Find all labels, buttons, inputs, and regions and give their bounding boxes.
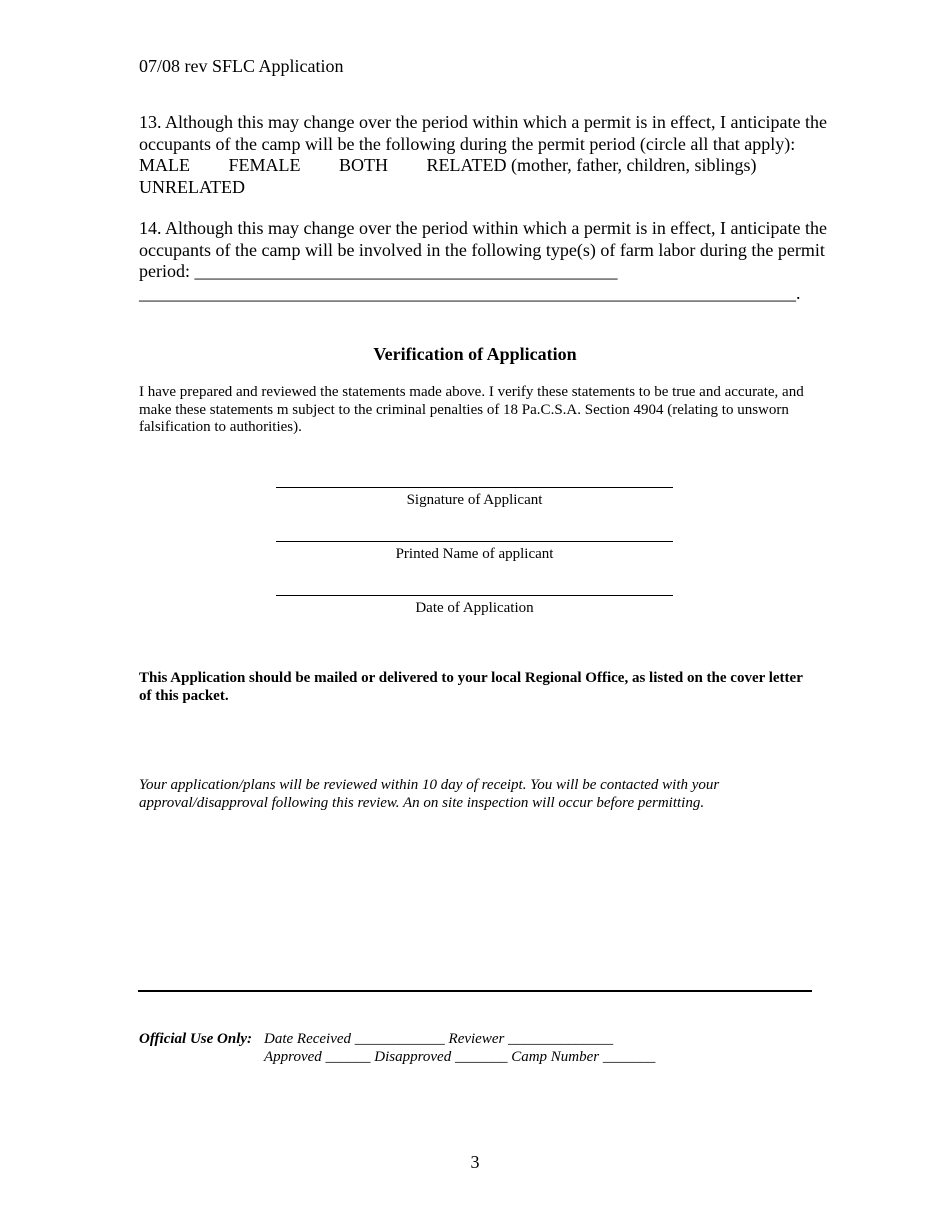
date-label: Date of Application xyxy=(415,600,534,616)
official-use-label: Official Use Only: xyxy=(139,1031,253,1047)
signature-label: Signature of Applicant xyxy=(406,492,543,508)
question-14 xyxy=(139,218,829,304)
official-use-section xyxy=(139,1030,655,1066)
question-13 xyxy=(139,112,829,198)
printed-name-field[interactable] xyxy=(276,541,673,563)
option-both: BOTH xyxy=(339,155,388,175)
date-line xyxy=(276,595,673,596)
verification-title: Verification of Application xyxy=(373,344,577,364)
option-related: RELATED (mother, father, children, siblings) xyxy=(426,155,757,175)
date-field[interactable] xyxy=(276,595,673,617)
printed-name-label: Printed Name of applicant xyxy=(395,546,554,562)
farm-labor-blank-continued[interactable]: _________________________________________________________________________. xyxy=(139,282,801,303)
official-use-line-2: Approved ______ Disapproved _______ Camp Number _______ xyxy=(264,1049,656,1065)
printed-name-line xyxy=(276,541,673,542)
option-unrelated: UNRELATED xyxy=(139,176,245,197)
signature-field[interactable] xyxy=(276,487,673,509)
question-14-text: 14. Although this may change over the period within which a permit is in effect, I anticipate the occupants of the camp will be involved in the following type(s) of farm labor during the permit period: xyxy=(139,218,827,281)
option-female: FEMALE xyxy=(228,155,301,175)
page-header: 07/08 rev SFLC Application xyxy=(139,56,344,76)
mail-notice: This Application should be mailed or delivered to your local Regional Office, as listed on the cover letter of this packet. xyxy=(139,670,803,704)
signature-line xyxy=(276,487,673,488)
farm-labor-blank[interactable]: _______________________________________________ xyxy=(194,261,618,281)
verification-statement: I have prepared and reviewed the statements made above. I verify these statements to be true and accurate, and make these statements m subject to the criminal penalties of 18 Pa.C.S.A. Section 4904 (relating to unsworn falsification to authorities). xyxy=(139,384,804,435)
review-notice: Your application/plans will be reviewed within 10 day of receipt. You will be contacted with your approval/disapproval following this review. An on site inspection will occur before permitting. xyxy=(139,777,720,811)
question-13-text: 13. Although this may change over the period within which a permit is in effect, I anticipate the occupants of the camp will be the following during the permit period (circle all that apply): xyxy=(139,112,827,154)
divider xyxy=(138,990,812,992)
official-use-line-1: Date Received ____________ Reviewer ______________ xyxy=(264,1031,614,1047)
page-number: 3 xyxy=(470,1152,480,1172)
option-male: MALE xyxy=(139,155,190,175)
